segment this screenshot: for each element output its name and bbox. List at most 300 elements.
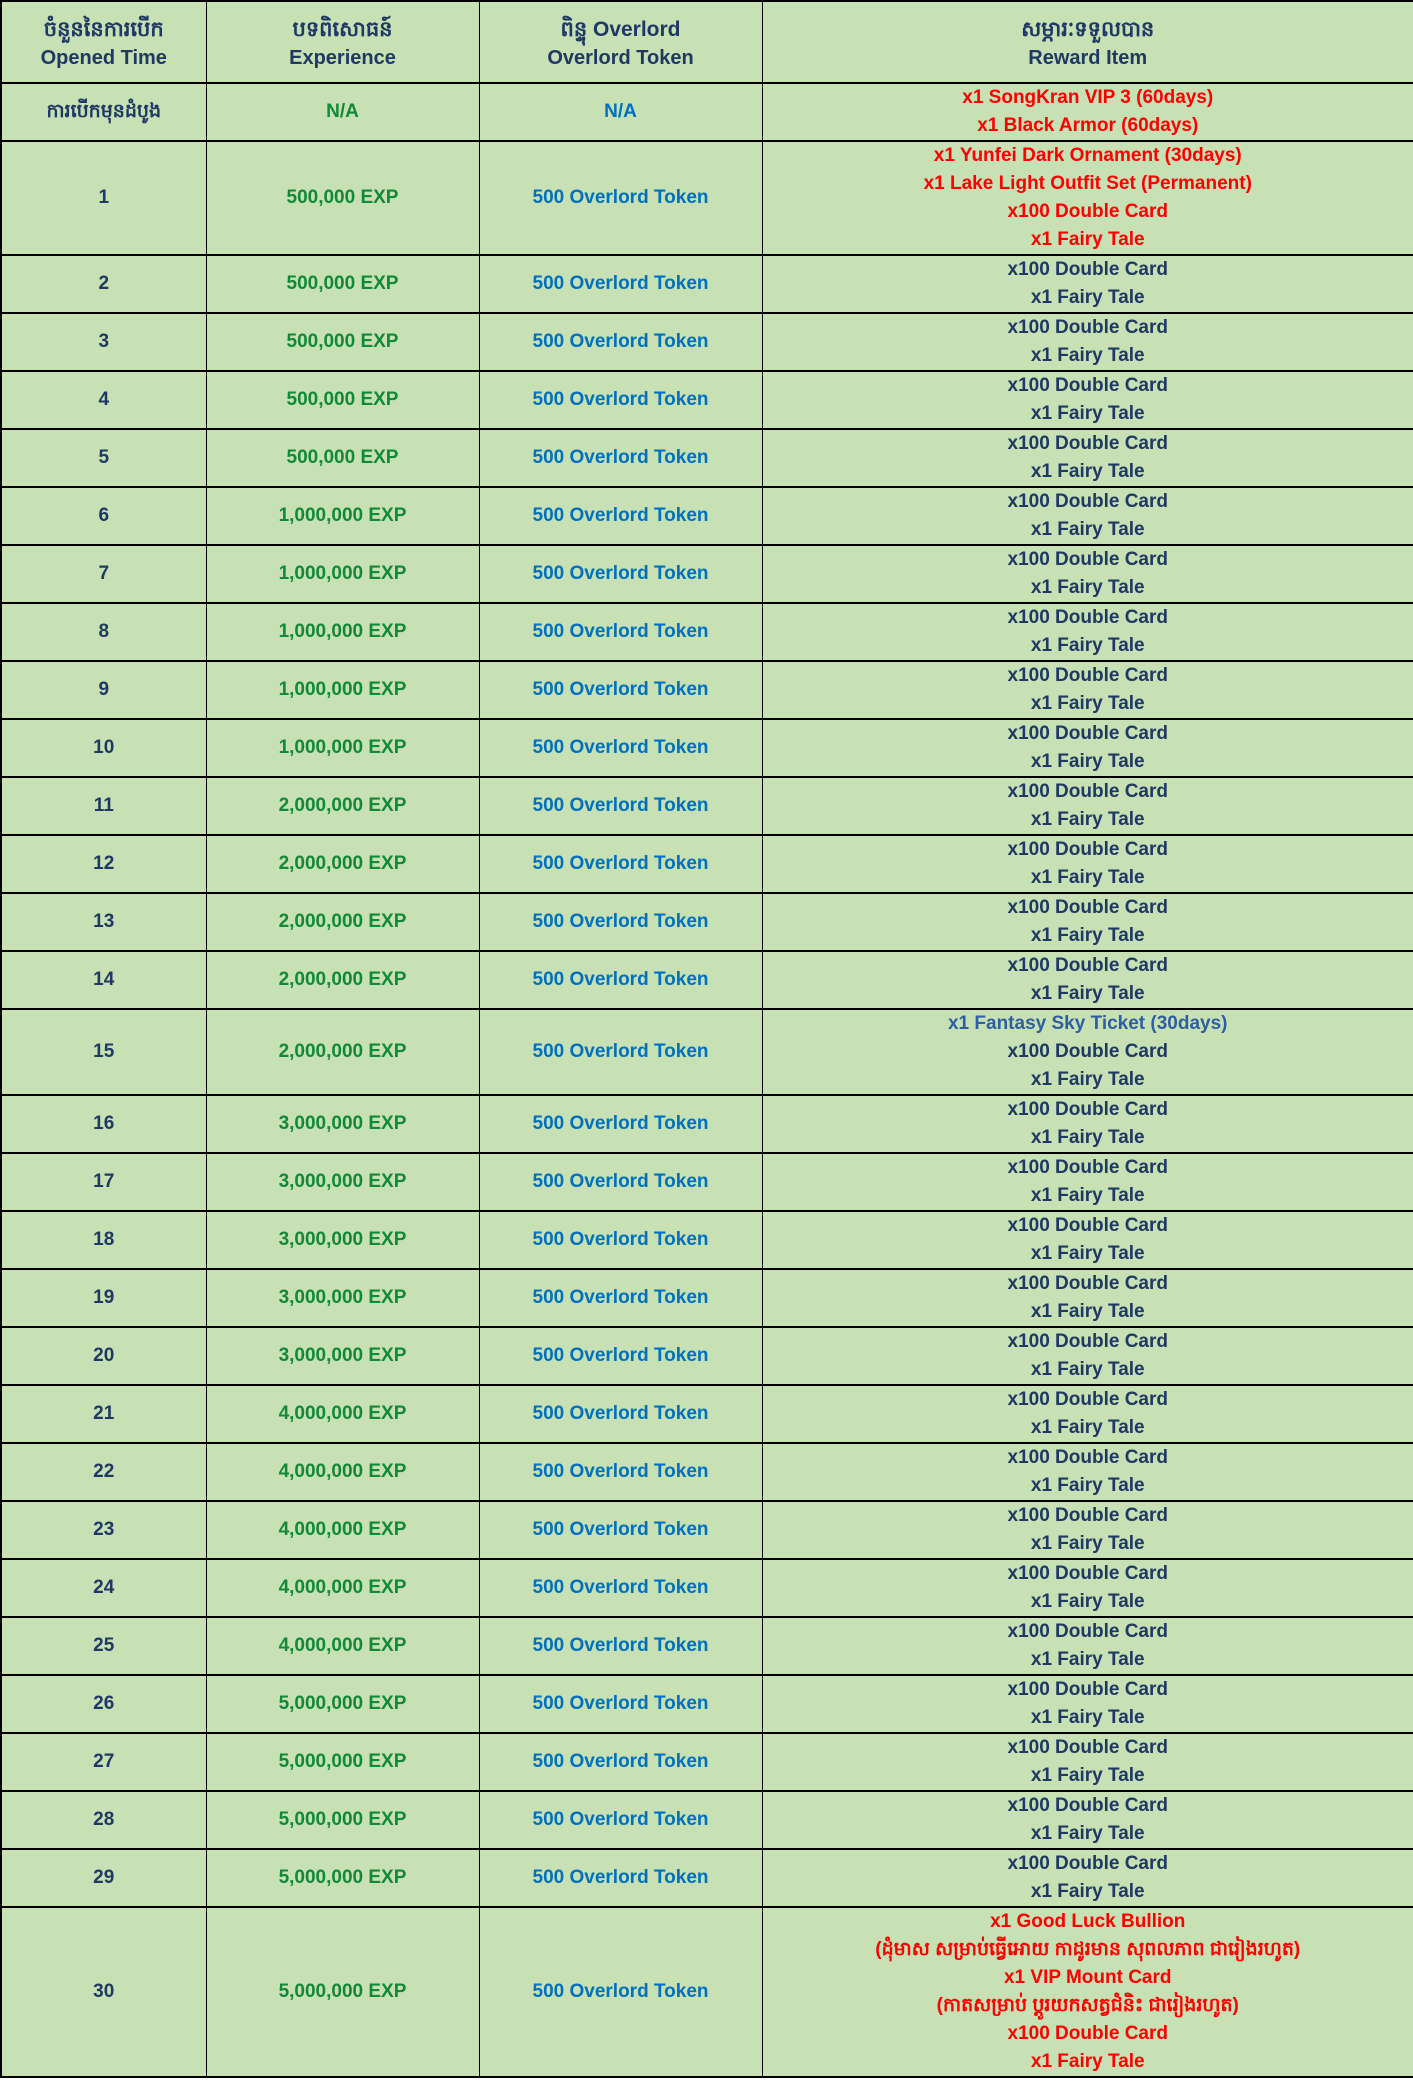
cell-overlord-token-value: 500 Overlord Token [532, 1634, 709, 1656]
cell-rewards [762, 313, 1413, 371]
table-row [1, 371, 1413, 429]
reward-line: x100 Double Card [1007, 955, 1168, 976]
cell-opened-time-value: 18 [93, 1228, 115, 1250]
cell-rewards [762, 603, 1413, 661]
cell-experience [206, 313, 479, 371]
reward-line: x100 Double Card [1007, 1389, 1168, 1410]
reward-line: x1 Fairy Tale [1030, 1533, 1145, 1554]
cell-rewards [762, 1327, 1413, 1385]
cell-experience [206, 1617, 479, 1675]
cell-opened-time [1, 487, 206, 545]
reward-line: x1 Fairy Tale [1030, 809, 1145, 830]
cell-opened-time [1, 371, 206, 429]
table-row [1, 603, 1413, 661]
cell-overlord-token [479, 1791, 762, 1849]
reward-line: x1 Fairy Tale [1030, 1417, 1145, 1438]
cell-experience [206, 255, 479, 313]
cell-opened-time-value: 29 [93, 1866, 115, 1888]
cell-opened-time-value: 3 [98, 330, 110, 352]
cell-experience [206, 487, 479, 545]
reward-line: x1 Fairy Tale [1030, 635, 1145, 656]
table-row [1, 1153, 1413, 1211]
cell-overlord-token-value: 500 Overlord Token [532, 1808, 709, 1830]
cell-overlord-token [479, 1559, 762, 1617]
reward-line: x1 Fairy Tale [1030, 983, 1145, 1004]
table-row [1, 835, 1413, 893]
cell-opened-time-value: 23 [93, 1518, 115, 1540]
reward-line: x1 Fairy Tale [1030, 1127, 1145, 1148]
cell-overlord-token [479, 1675, 762, 1733]
cell-opened-time [1, 1009, 206, 1095]
cell-rewards [762, 545, 1413, 603]
cell-rewards [762, 1791, 1413, 1849]
reward-line: (កាតសម្រាប់ ប្ដូរយកសត្វជំនិះ ជារៀងរហូត) [936, 1995, 1239, 2016]
cell-opened-time [1, 1501, 206, 1559]
cell-overlord-token-value: 500 Overlord Token [532, 910, 709, 932]
cell-experience-value: 4,000,000 EXP [278, 1576, 407, 1598]
cell-opened-time-value: 2 [98, 272, 110, 294]
cell-experience [206, 835, 479, 893]
reward-line: x1 Fairy Tale [1030, 693, 1145, 714]
reward-line: x100 Double Card [1007, 839, 1168, 860]
cell-opened-time-value: 27 [93, 1750, 115, 1772]
cell-overlord-token [479, 141, 762, 255]
cell-opened-time-value: 21 [93, 1402, 115, 1424]
cell-rewards [762, 777, 1413, 835]
cell-overlord-token-value: 500 Overlord Token [532, 1286, 709, 1308]
reward-line: x100 Double Card [1007, 1099, 1168, 1120]
cell-opened-time [1, 545, 206, 603]
col-header-overlord-token-khmer: ពិន្ទុ Overlord [560, 17, 681, 41]
reward-line: x1 Fairy Tale [1030, 1359, 1145, 1380]
table-row [1, 1327, 1413, 1385]
cell-overlord-token [479, 1385, 762, 1443]
cell-rewards [762, 1617, 1413, 1675]
col-header-overlord-token [479, 1, 762, 83]
cell-opened-time [1, 1733, 206, 1791]
cell-overlord-token-value: 500 Overlord Token [532, 1040, 709, 1062]
cell-opened-time [1, 835, 206, 893]
reward-line: x1 Fairy Tale [1030, 1243, 1145, 1264]
cell-experience-value: 2,000,000 EXP [278, 794, 407, 816]
cell-overlord-token [479, 719, 762, 777]
cell-opened-time [1, 1617, 206, 1675]
table-row [1, 1849, 1413, 1907]
cell-overlord-token-value: 500 Overlord Token [532, 1980, 709, 2002]
table-row [1, 951, 1413, 1009]
cell-opened-time-value: 10 [93, 736, 115, 758]
cell-experience-value: 3,000,000 EXP [278, 1228, 407, 1250]
cell-experience-value: 5,000,000 EXP [278, 1750, 407, 1772]
cell-rewards [762, 429, 1413, 487]
table-row [1, 1791, 1413, 1849]
cell-opened-time-value: 7 [98, 562, 110, 584]
cell-rewards [762, 141, 1413, 255]
cell-rewards [762, 951, 1413, 1009]
table-row [1, 487, 1413, 545]
cell-opened-time-value: 9 [98, 678, 110, 700]
cell-opened-time [1, 777, 206, 835]
reward-line: x100 Double Card [1007, 1331, 1168, 1352]
reward-line: x1 SongKran VIP 3 (60days) [962, 87, 1214, 108]
cell-overlord-token-value: 500 Overlord Token [532, 1228, 709, 1250]
cell-opened-time [1, 313, 206, 371]
reward-line: x1 Fairy Tale [1030, 403, 1145, 424]
table-body [1, 83, 1413, 2077]
cell-opened-time [1, 1559, 206, 1617]
reward-line: x1 Yunfei Dark Ornament (30days) [933, 145, 1242, 166]
cell-experience-value: 2,000,000 EXP [278, 1040, 407, 1062]
cell-experience [206, 603, 479, 661]
cell-overlord-token-value: 500 Overlord Token [532, 1402, 709, 1424]
table-row [1, 1385, 1413, 1443]
cell-experience-value: 1,000,000 EXP [278, 736, 407, 758]
cell-overlord-token-value: 500 Overlord Token [532, 1692, 709, 1714]
cell-rewards [762, 719, 1413, 777]
cell-rewards [762, 487, 1413, 545]
cell-rewards [762, 255, 1413, 313]
cell-experience [206, 1559, 479, 1617]
cell-overlord-token [479, 255, 762, 313]
reward-line: x1 Fairy Tale [1030, 287, 1145, 308]
table-head [1, 1, 1413, 83]
col-header-reward-item-english: Reward Item [1028, 47, 1148, 70]
cell-overlord-token-value: 500 Overlord Token [532, 1750, 709, 1772]
reward-line: x100 Double Card [1007, 1679, 1168, 1700]
reward-line: x1 Fairy Tale [1030, 751, 1145, 772]
cell-rewards [762, 83, 1413, 141]
cell-experience-value: 500,000 EXP [286, 330, 399, 352]
cell-opened-time-value: 15 [93, 1040, 115, 1062]
cell-experience-value: 4,000,000 EXP [278, 1402, 407, 1424]
reward-line: x1 Lake Light Outfit Set (Permanent) [923, 173, 1252, 194]
reward-line: x1 Black Armor (60days) [977, 115, 1199, 136]
reward-line: x1 Fairy Tale [1030, 925, 1145, 946]
cell-overlord-token [479, 951, 762, 1009]
cell-rewards [762, 1849, 1413, 1907]
cell-experience [206, 661, 479, 719]
cell-experience-value: 1,000,000 EXP [278, 504, 407, 526]
reward-line: x100 Double Card [1007, 549, 1168, 570]
cell-opened-time [1, 83, 206, 141]
cell-opened-time-value: 14 [93, 968, 115, 990]
cell-experience [206, 1385, 479, 1443]
reward-line: x100 Double Card [1007, 375, 1168, 396]
cell-opened-time-value: ការបើកមុនដំបូង [46, 100, 162, 122]
table-row [1, 1617, 1413, 1675]
cell-overlord-token [479, 893, 762, 951]
cell-experience-value: 5,000,000 EXP [278, 1808, 407, 1830]
cell-overlord-token [479, 661, 762, 719]
cell-overlord-token-value: 500 Overlord Token [532, 1518, 709, 1540]
cell-opened-time [1, 719, 206, 777]
cell-opened-time-value: 17 [93, 1170, 115, 1192]
reward-line: x100 Double Card [1007, 433, 1168, 454]
cell-experience-value: 3,000,000 EXP [278, 1112, 407, 1134]
cell-experience [206, 777, 479, 835]
cell-overlord-token-value: 500 Overlord Token [532, 504, 709, 526]
cell-opened-time [1, 1907, 206, 2077]
reward-line: x1 Fairy Tale [1030, 1765, 1145, 1786]
reward-line: x1 Fairy Tale [1030, 1301, 1145, 1322]
cell-opened-time [1, 893, 206, 951]
cell-opened-time-value: 30 [93, 1980, 115, 2002]
cell-overlord-token-value: 500 Overlord Token [532, 562, 709, 584]
table-row [1, 313, 1413, 371]
reward-line: x1 Fairy Tale [1030, 1069, 1145, 1090]
cell-experience-value: 500,000 EXP [286, 388, 399, 410]
cell-experience [206, 1675, 479, 1733]
reward-line: x1 Fantasy Sky Ticket (30days) [947, 1013, 1228, 1034]
reward-line: x100 Double Card [1007, 491, 1168, 512]
cell-overlord-token-value: 500 Overlord Token [532, 388, 709, 410]
cell-opened-time [1, 603, 206, 661]
cell-experience-value: 3,000,000 EXP [278, 1170, 407, 1192]
cell-overlord-token-value: 500 Overlord Token [532, 852, 709, 874]
cell-experience [206, 1733, 479, 1791]
cell-opened-time [1, 1443, 206, 1501]
col-header-opened-time [1, 1, 206, 83]
cell-experience [206, 1791, 479, 1849]
cell-overlord-token [479, 1153, 762, 1211]
cell-overlord-token-value: 500 Overlord Token [532, 736, 709, 758]
cell-rewards [762, 1559, 1413, 1617]
cell-rewards [762, 1269, 1413, 1327]
table-row [1, 141, 1413, 255]
reward-line: x100 Double Card [1007, 1563, 1168, 1584]
cell-opened-time [1, 429, 206, 487]
reward-line: x1 Fairy Tale [1030, 1881, 1145, 1902]
reward-line: x1 Fairy Tale [1030, 229, 1145, 250]
reward-line: x1 Fairy Tale [1030, 1649, 1145, 1670]
table-row [1, 1211, 1413, 1269]
cell-overlord-token [479, 487, 762, 545]
reward-line: x1 Fairy Tale [1030, 2051, 1145, 2072]
reward-line: x100 Double Card [1007, 1447, 1168, 1468]
cell-opened-time-value: 5 [98, 446, 110, 468]
table-row [1, 1443, 1413, 1501]
cell-experience-value: 4,000,000 EXP [278, 1518, 407, 1540]
reward-line: x1 Fairy Tale [1030, 461, 1145, 482]
table-header-row [1, 1, 1413, 83]
cell-overlord-token-value: 500 Overlord Token [532, 1112, 709, 1134]
cell-opened-time-value: 26 [93, 1692, 115, 1714]
cell-overlord-token [479, 1211, 762, 1269]
cell-opened-time-value: 12 [93, 852, 115, 874]
cell-opened-time [1, 1385, 206, 1443]
reward-line: x100 Double Card [1007, 1621, 1168, 1642]
reward-line: x100 Double Card [1007, 897, 1168, 918]
table-row [1, 255, 1413, 313]
cell-rewards [762, 1385, 1413, 1443]
cell-experience [206, 1269, 479, 1327]
cell-opened-time [1, 1095, 206, 1153]
cell-experience-value: 500,000 EXP [286, 272, 399, 294]
cell-experience-value: 2,000,000 EXP [278, 910, 407, 932]
cell-opened-time-value: 6 [98, 504, 110, 526]
cell-experience [206, 951, 479, 1009]
cell-opened-time [1, 1849, 206, 1907]
cell-opened-time [1, 1327, 206, 1385]
cell-overlord-token-value: 500 Overlord Token [532, 272, 709, 294]
table-row [1, 545, 1413, 603]
cell-overlord-token-value: 500 Overlord Token [532, 678, 709, 700]
cell-opened-time-value: 24 [93, 1576, 115, 1598]
col-header-reward-item [762, 1, 1413, 83]
table-row [1, 1675, 1413, 1733]
col-header-opened-time-english: Opened Time [40, 47, 167, 70]
cell-overlord-token-value: 500 Overlord Token [532, 1344, 709, 1366]
col-header-experience [206, 1, 479, 83]
cell-rewards [762, 1095, 1413, 1153]
table-row [1, 719, 1413, 777]
cell-experience [206, 1095, 479, 1153]
cell-opened-time-value: 1 [98, 186, 110, 208]
cell-experience [206, 1009, 479, 1095]
reward-line: x100 Double Card [1007, 781, 1168, 802]
col-header-experience-english: Experience [289, 47, 396, 70]
reward-line: x100 Double Card [1007, 607, 1168, 628]
col-header-overlord-token-english: Overlord Token [547, 47, 694, 70]
cell-opened-time-value: 8 [98, 620, 110, 642]
cell-overlord-token-value: N/A [604, 100, 637, 122]
cell-overlord-token-value: 500 Overlord Token [532, 330, 709, 352]
table-row [1, 1009, 1413, 1095]
reward-line: (ដុំមាស សម្រាប់ធ្វើអោយ កាដូរមាន សុពលភាព ជារៀងរហូត) [875, 1939, 1301, 1960]
cell-overlord-token-value: 500 Overlord Token [532, 1460, 709, 1482]
cell-overlord-token [479, 545, 762, 603]
cell-overlord-token [479, 1849, 762, 1907]
cell-experience [206, 1849, 479, 1907]
cell-experience-value: 4,000,000 EXP [278, 1460, 407, 1482]
cell-experience-value: 1,000,000 EXP [278, 678, 407, 700]
cell-opened-time [1, 255, 206, 313]
cell-overlord-token [479, 1733, 762, 1791]
reward-line: x1 Fairy Tale [1030, 867, 1145, 888]
table-row [1, 661, 1413, 719]
cell-experience [206, 1907, 479, 2077]
reward-line: x1 Fairy Tale [1030, 345, 1145, 366]
cell-rewards [762, 661, 1413, 719]
cell-overlord-token [479, 1009, 762, 1095]
cell-opened-time-value: 13 [93, 910, 115, 932]
reward-line: x1 Fairy Tale [1030, 519, 1145, 540]
reward-line: x100 Double Card [1007, 1157, 1168, 1178]
cell-rewards [762, 1907, 1413, 2077]
table-row [1, 1559, 1413, 1617]
cell-rewards [762, 1009, 1413, 1095]
cell-opened-time [1, 661, 206, 719]
cell-experience [206, 893, 479, 951]
table-row [1, 1095, 1413, 1153]
cell-opened-time-value: 28 [93, 1808, 115, 1830]
cell-overlord-token [479, 313, 762, 371]
reward-line: x100 Double Card [1007, 317, 1168, 338]
cell-overlord-token-value: 500 Overlord Token [532, 968, 709, 990]
reward-line: x100 Double Card [1007, 1737, 1168, 1758]
cell-rewards [762, 1675, 1413, 1733]
cell-rewards [762, 371, 1413, 429]
reward-line: x100 Double Card [1007, 1273, 1168, 1294]
cell-overlord-token [479, 603, 762, 661]
cell-overlord-token-value: 500 Overlord Token [532, 1576, 709, 1598]
cell-experience-value: 5,000,000 EXP [278, 1980, 407, 2002]
cell-experience-value: 1,000,000 EXP [278, 620, 407, 642]
cell-opened-time-value: 22 [93, 1460, 115, 1482]
reward-line: x1 Fairy Tale [1030, 1823, 1145, 1844]
cell-experience-value: 3,000,000 EXP [278, 1286, 407, 1308]
cell-rewards [762, 1501, 1413, 1559]
reward-line: x1 VIP Mount Card [1003, 1967, 1172, 1988]
reward-line: x100 Double Card [1007, 665, 1168, 686]
col-header-opened-time-khmer: ចំនួននៃការបើក [43, 17, 164, 41]
table-row [1, 429, 1413, 487]
cell-overlord-token [479, 777, 762, 835]
cell-overlord-token [479, 83, 762, 141]
cell-overlord-token [479, 1617, 762, 1675]
table-row [1, 777, 1413, 835]
reward-line: x100 Double Card [1007, 723, 1168, 744]
cell-opened-time-value: 16 [93, 1112, 115, 1134]
cell-overlord-token [479, 1907, 762, 2077]
reward-line: x100 Double Card [1007, 1505, 1168, 1526]
reward-line: x100 Double Card [1007, 259, 1168, 280]
cell-overlord-token [479, 1327, 762, 1385]
cell-opened-time [1, 141, 206, 255]
cell-experience-value: 4,000,000 EXP [278, 1634, 407, 1656]
cell-rewards [762, 1211, 1413, 1269]
reward-line: x100 Double Card [1007, 201, 1168, 222]
cell-experience [206, 371, 479, 429]
reward-line: x1 Fairy Tale [1030, 577, 1145, 598]
cell-overlord-token-value: 500 Overlord Token [532, 1170, 709, 1192]
reward-line: x100 Double Card [1007, 1795, 1168, 1816]
cell-experience-value: 3,000,000 EXP [278, 1344, 407, 1366]
cell-opened-time-value: 25 [93, 1634, 115, 1656]
cell-overlord-token-value: 500 Overlord Token [532, 794, 709, 816]
cell-experience [206, 1211, 479, 1269]
cell-overlord-token-value: 500 Overlord Token [532, 446, 709, 468]
cell-experience-value: 5,000,000 EXP [278, 1692, 407, 1714]
cell-overlord-token [479, 1443, 762, 1501]
cell-experience [206, 1327, 479, 1385]
cell-opened-time-value: 11 [93, 794, 114, 816]
cell-opened-time [1, 1269, 206, 1327]
col-header-experience-khmer: បទពិសោធន៍ [292, 17, 393, 41]
cell-rewards [762, 1443, 1413, 1501]
cell-overlord-token-value: 500 Overlord Token [532, 186, 709, 208]
cell-opened-time [1, 1153, 206, 1211]
cell-experience [206, 545, 479, 603]
cell-overlord-token [479, 835, 762, 893]
reward-line: x1 Fairy Tale [1030, 1707, 1145, 1728]
reward-line: x100 Double Card [1007, 2023, 1168, 2044]
table-row [1, 893, 1413, 951]
cell-opened-time-value: 19 [93, 1286, 115, 1308]
cell-overlord-token [479, 1269, 762, 1327]
cell-experience [206, 1153, 479, 1211]
reward-line: x1 Fairy Tale [1030, 1475, 1145, 1496]
cell-experience-value: 2,000,000 EXP [278, 968, 407, 990]
cell-overlord-token-value: 500 Overlord Token [532, 620, 709, 642]
cell-experience-value: N/A [326, 100, 359, 122]
cell-opened-time-value: 4 [98, 388, 110, 410]
cell-experience-value: 5,000,000 EXP [278, 1866, 407, 1888]
col-header-reward-item-khmer: សម្ភារៈទទួលបាន [1021, 17, 1155, 41]
cell-overlord-token [479, 429, 762, 487]
table-row [1, 1907, 1413, 2077]
reward-line: x1 Fairy Tale [1030, 1185, 1145, 1206]
